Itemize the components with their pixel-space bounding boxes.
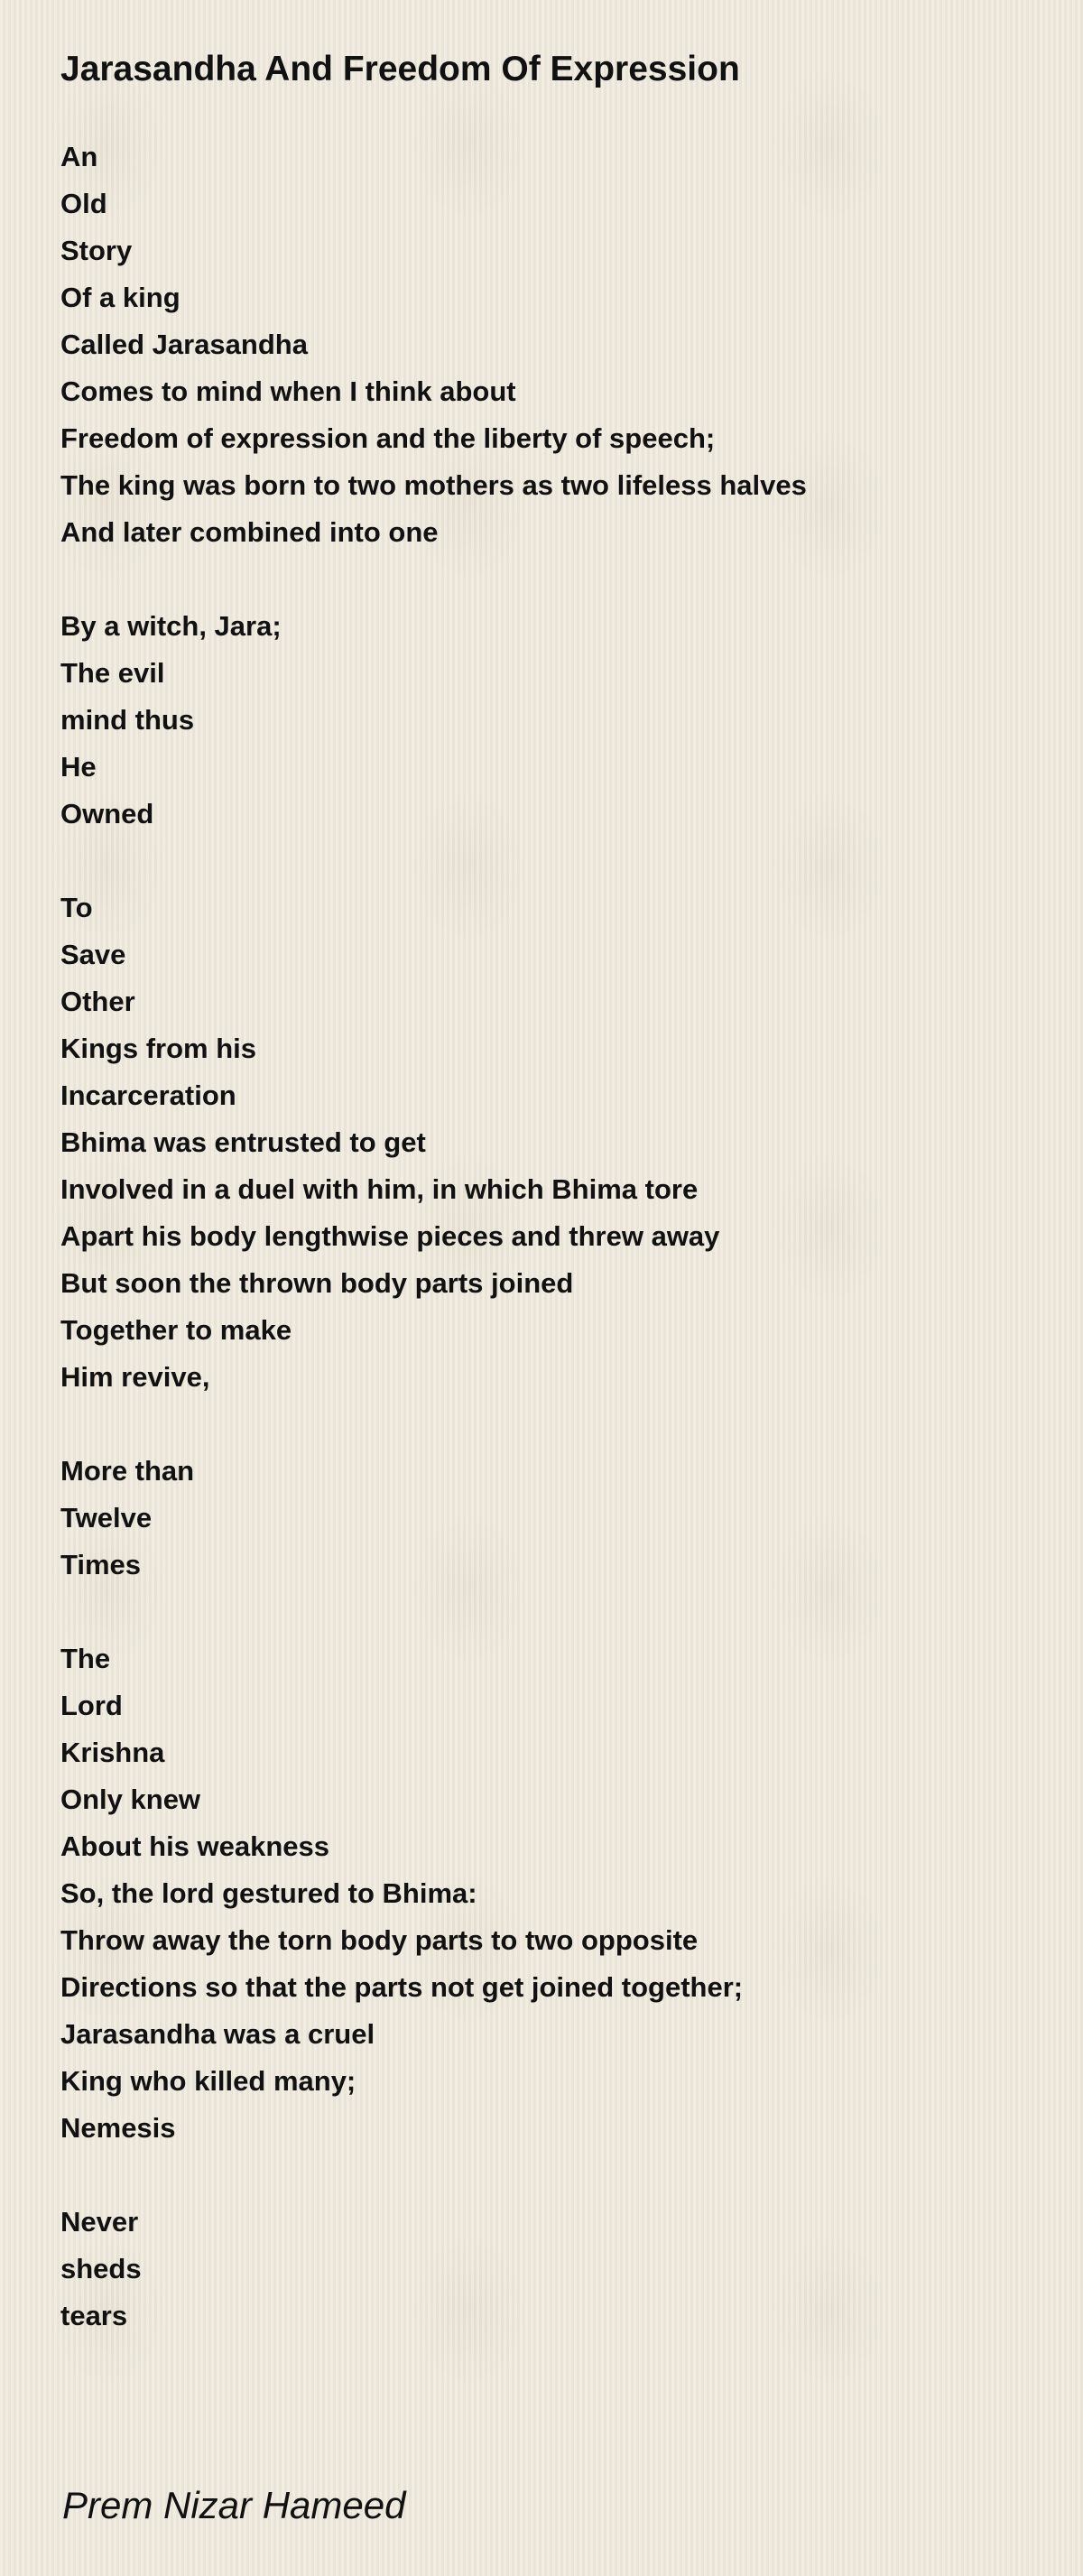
poem-line: Comes to mind when I think about [60, 375, 516, 407]
poem-line: Together to make [60, 1314, 292, 1346]
poem-line: And later combined into one [60, 516, 439, 548]
poem-line: An [60, 141, 98, 172]
poem-line: The king was born to two mothers as two lifeless halves [60, 469, 807, 501]
poem-line: tears [60, 2300, 128, 2331]
poem-line: But soon the thrown body parts joined [60, 1267, 574, 1299]
poem-line: So, the lord gestured to Bhima: [60, 1877, 477, 1909]
poem-line: The [60, 1643, 111, 1674]
poem-line: Of a king [60, 282, 180, 313]
poem-author: Prem Nizar Hameed [62, 2484, 406, 2526]
poem-line: Nemesis [60, 2112, 176, 2144]
poem-line: Incarceration [60, 1080, 236, 1111]
poem-line: Him revive, [60, 1361, 210, 1393]
poem-line: Apart his body lengthwise pieces and threw away [60, 1220, 720, 1252]
poem-stanza [60, 1448, 807, 1589]
poem-line: Times [60, 1549, 142, 1580]
poem-line: Freedom of expression and the liberty of speech; [60, 422, 716, 454]
poem-line: About his weakness [60, 1830, 330, 1862]
poem-line: King who killed many; [60, 2065, 356, 2097]
poem-line: Krishna [60, 1737, 165, 1768]
poem-line: Never [60, 2206, 139, 2238]
poem-line: Kings from his [60, 1033, 257, 1064]
poem-line: Bhima was entrusted to get [60, 1126, 426, 1158]
poem-line: Story [60, 235, 133, 266]
poem-line: Owned [60, 798, 154, 829]
poem-line: Throw away the torn body parts to two opposite [60, 1924, 699, 1956]
poem-line: Only knew [60, 1784, 201, 1815]
poem-line: Involved in a duel with him, in which Bhima tore [60, 1173, 699, 1205]
poem-stanza [60, 134, 807, 556]
poem-line: By a witch, Jara; [60, 610, 282, 642]
poem-stanza [60, 2199, 807, 2340]
poem-line: To [60, 892, 93, 923]
poem-line: Other [60, 986, 135, 1017]
poem-line: He [60, 751, 97, 783]
poem-body [60, 134, 807, 2386]
poem-line: sheds [60, 2253, 142, 2284]
poem-line: Lord [60, 1690, 123, 1721]
poem-stanza [60, 885, 807, 1401]
poem-line: mind thus [60, 704, 195, 736]
poem-line: Old [60, 188, 107, 219]
poem-line: Twelve [60, 1502, 153, 1534]
poem-line: Directions so that the parts not get joined together; [60, 1971, 744, 2003]
poem-line: Save [60, 939, 126, 970]
poem-line: Called Jarasandha [60, 329, 308, 360]
poem-stanza [60, 1635, 807, 2152]
poem-line: More than [60, 1455, 195, 1487]
poem-title: Jarasandha And Freedom Of Expression [60, 50, 740, 88]
poem-line: Jarasandha was a cruel [60, 2018, 375, 2050]
poem-stanza [60, 603, 807, 838]
poem-line: The evil [60, 657, 165, 689]
